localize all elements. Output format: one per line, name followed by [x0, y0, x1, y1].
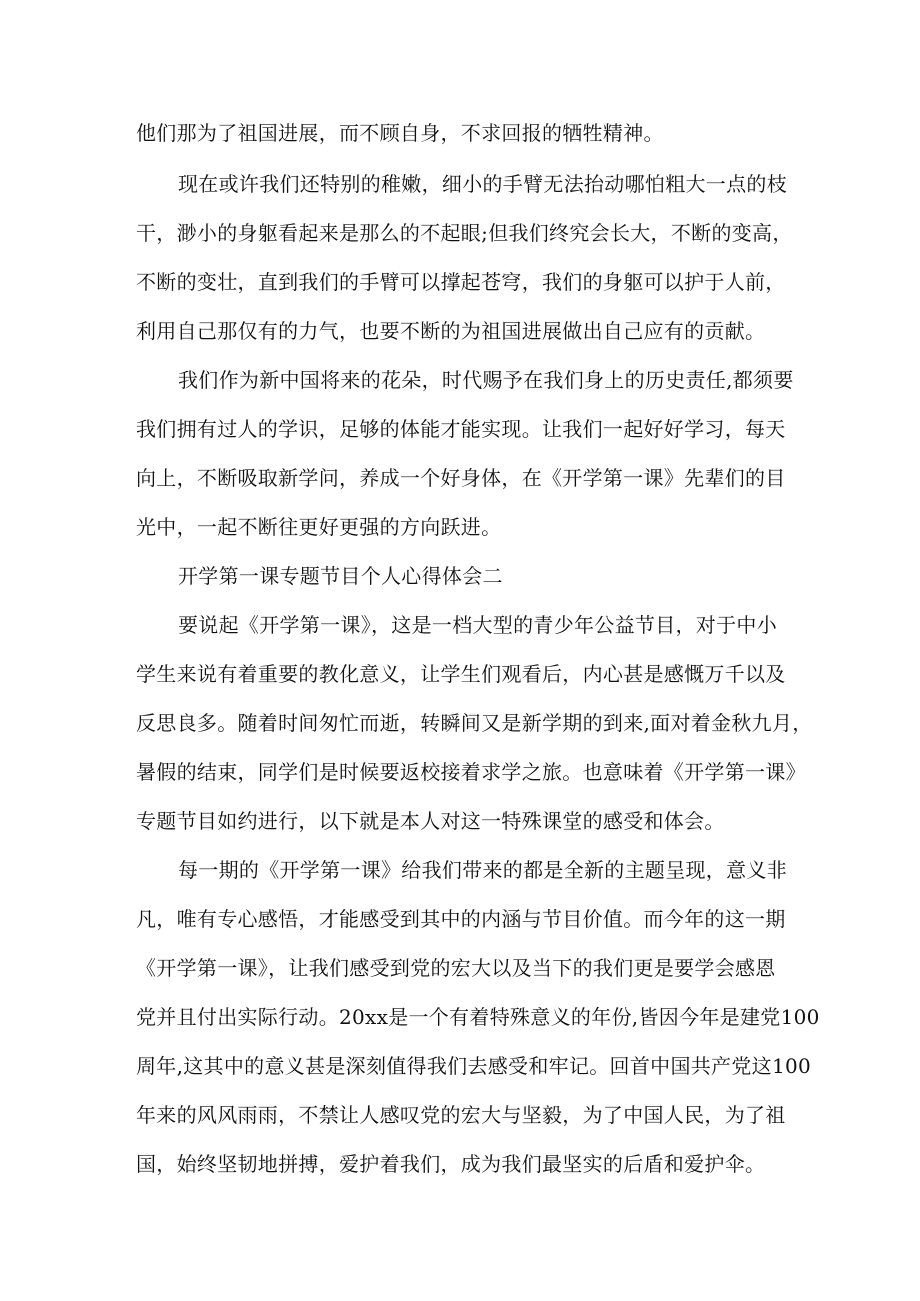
section-heading: 开学第一课专题节目个人心得体会二 — [178, 564, 503, 588]
paragraph-line: 他们那为了祖国进展，而不顾自身，不求回报的牺牲精神。 — [136, 121, 664, 145]
paragraph-line: 每一期的《开学第一课》给我们带来的都是全新的主题呈现，意义非 — [178, 858, 787, 882]
paragraph-line: 年来的风风雨雨，不禁让人感叹党的宏大与坚毅，为了中国人民，为了祖 — [136, 1103, 786, 1127]
paragraph-line: 我们作为新中国将来的花朵，时代赐予在我们身上的历史责任,都须要 — [178, 368, 794, 392]
paragraph-line: 现在或许我们还特别的稚嫩，细小的手臂无法抬动哪怕粗大一点的枝 — [178, 172, 787, 196]
paragraph-line: 暑假的结束，同学们是时候要返校接着求学之旅。也意味着《开学第一课》 — [136, 760, 806, 784]
paragraph-line: 《开学第一课》，让我们感受到党的宏大以及当下的我们更是要学会感恩 — [136, 956, 776, 980]
paragraph-line: 专题节目如约进行，以下就是本人对这一特殊课堂的感受和体会。 — [136, 809, 725, 833]
paragraph-line: 国，始终坚韧地拼搏，爱护着我们，成为我们最坚实的后盾和爱护伞。 — [136, 1152, 766, 1176]
paragraph-line: 干，渺小的身躯看起来是那么的不起眼;但我们终究会长大，不断的变高， — [136, 221, 793, 245]
paragraph-line: 光中，一起不断往更好更强的方向跃进。 — [136, 515, 502, 539]
paragraph-line: 学生来说有着重要的教化意义，让学生们观看后，内心甚是感慨万千以及 — [136, 662, 786, 686]
paragraph-line: 利用自己那仅有的力气，也要不断的为祖国进展做出自己应有的贡献。 — [136, 319, 766, 343]
paragraph-line: 要说起《开学第一课》，这是一档大型的青少年公益节目，对于中小 — [178, 613, 777, 637]
paragraph-line: 向上，不断吸取新学问，养成一个好身体，在《开学第一课》先辈们的目 — [136, 466, 786, 490]
paragraph-line: 不断的变壮，直到我们的手臂可以撑起苍穹，我们的身躯可以护于人前， — [136, 270, 786, 294]
paragraph-line: 反思良多。随着时间匆忙而逝，转瞬间又是新学期的到来,面对着金秋九月， — [136, 711, 813, 735]
paragraph-line: 凡，唯有专心感悟，才能感受到其中的内涵与节目价值。而今年的这一期 — [136, 907, 786, 931]
paragraph-line: 我们拥有过人的学识，足够的体能才能实现。让我们一起好好学习，每天 — [136, 417, 786, 441]
paragraph-line: 周年,这其中的意义甚是深刻值得我们去感受和牢记。回首中国共产党这100 — [136, 1054, 812, 1078]
paragraph-line: 党并且付出实际行动。20xx是一个有着特殊意义的年份,皆因今年是建党100 — [136, 1005, 820, 1029]
